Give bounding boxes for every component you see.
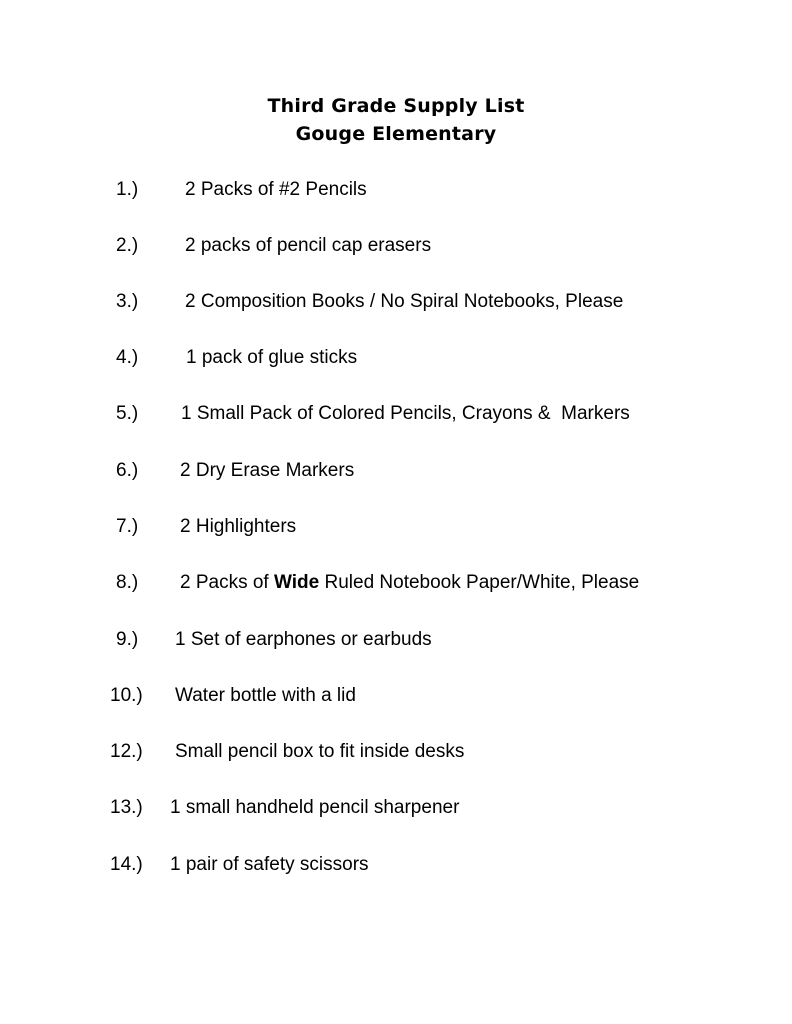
item-text: 2 Composition Books / No Spiral Notebooks, Please <box>185 291 624 312</box>
item-number: 7.) <box>116 516 139 537</box>
list-item <box>0 569 792 597</box>
page-title: Third Grade Supply List <box>267 95 525 117</box>
item-text <box>180 569 639 597</box>
list-item <box>0 682 792 710</box>
list-item <box>0 626 792 654</box>
item-text: 1 Set of earphones or earbuds <box>175 629 432 650</box>
item-text-after: Ruled Notebook Paper/White, Please <box>319 572 640 593</box>
list-item <box>0 738 792 766</box>
item-number: 6.) <box>116 460 139 481</box>
item-number: 13.) <box>110 797 143 818</box>
item-text: 1 Small Pack of Colored Pencils, Crayons & Markers <box>181 403 630 424</box>
list-item <box>0 288 792 316</box>
item-text: 2 Highlighters <box>180 516 297 537</box>
item-text-before: 2 Packs of <box>180 572 274 593</box>
item-text: 2 Dry Erase Markers <box>180 460 355 481</box>
list-item <box>0 457 792 485</box>
item-text: 2 Packs of #2 Pencils <box>185 179 367 200</box>
item-number: 2.) <box>116 235 139 256</box>
list-item <box>0 232 792 260</box>
list-item <box>0 176 792 204</box>
list-item <box>0 344 792 372</box>
item-number: 9.) <box>116 629 139 650</box>
list-item <box>0 400 792 428</box>
item-number: 3.) <box>116 291 139 312</box>
list-item <box>0 794 792 822</box>
item-text: 2 packs of pencil cap erasers <box>185 235 432 256</box>
item-number: 10.) <box>110 685 143 706</box>
item-text: Small pencil box to fit inside desks <box>175 741 465 762</box>
item-number: 8.) <box>116 572 139 593</box>
item-text-emphasis: Wide <box>274 572 320 593</box>
list-item <box>0 851 792 879</box>
item-text: 1 pack of glue sticks <box>186 347 358 368</box>
item-number: 4.) <box>116 347 139 368</box>
item-text: 1 small handheld pencil sharpener <box>170 797 460 818</box>
item-number: 1.) <box>116 179 139 200</box>
item-number: 12.) <box>110 741 143 762</box>
list-item <box>0 513 792 541</box>
item-text: 1 pair of safety scissors <box>170 854 369 875</box>
page-subtitle: Gouge Elementary <box>295 123 497 145</box>
item-number: 14.) <box>110 854 143 875</box>
item-number: 5.) <box>116 403 139 424</box>
item-text: Water bottle with a lid <box>175 685 356 706</box>
